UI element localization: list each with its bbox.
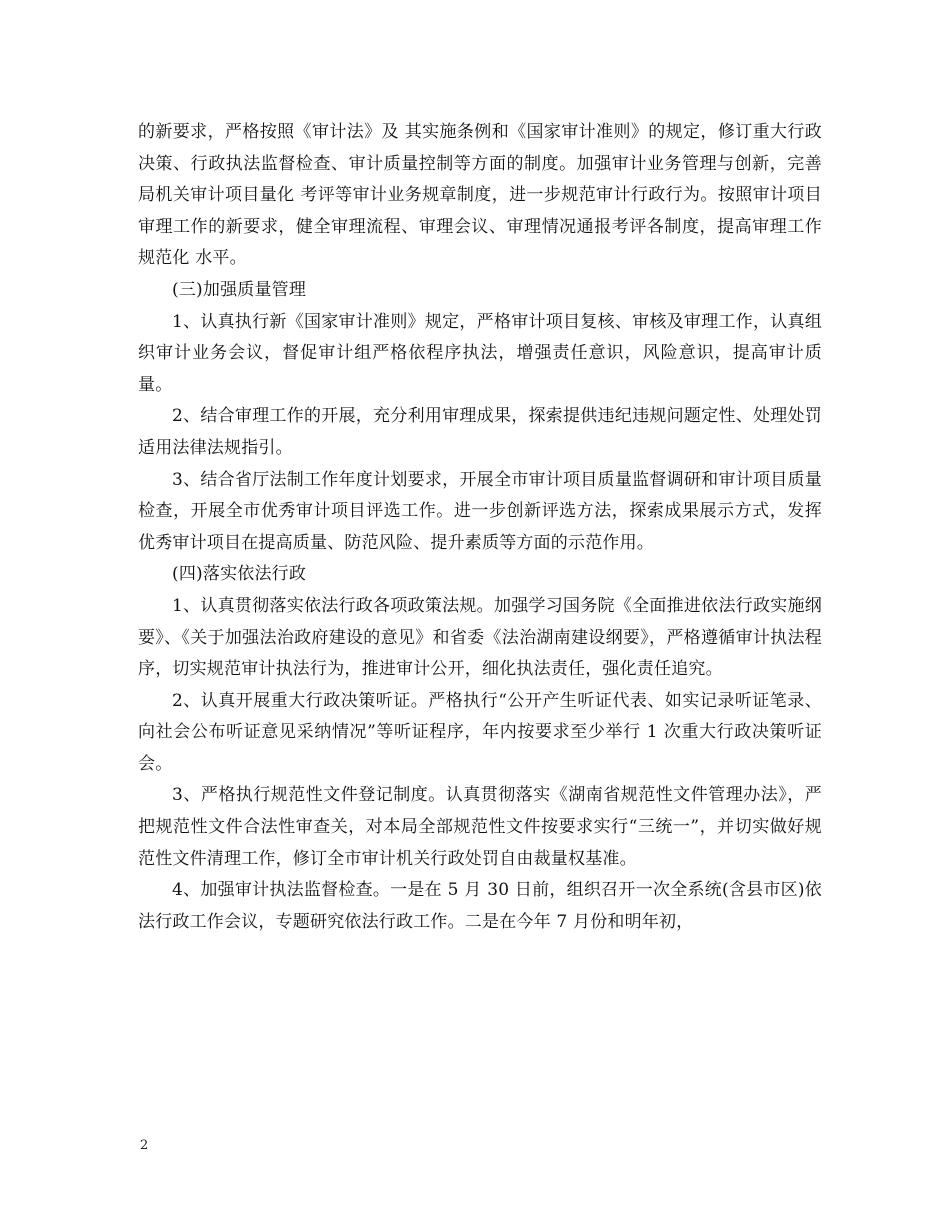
- paragraph-10: 4、加强审计执法监督检查。一是在 5 月 30 日前，组织召开一次全系统(含县市区)依法行政工作会议，专题研究依法行政工作。二是在今年 7 月份和明年初，: [138, 880, 822, 932]
- paragraph-1: 的新要求，严格按照《审计法》及 其实施条例和《国家审计准则》的规定，修订重大行政决策、行政执法监督检查、审计质量控制等方面的制度。加强审计业务管理与创新，完善局机关审计项目量化 考评等审计业务规章制度，进一步规范审计行政行为。按照审计项目审理工作的新要求，健全审理流程、审理会议、审理情况通报考评各制度，提高审理工作规范化 水平。: [138, 122, 822, 269]
- page-number: 2: [140, 1138, 149, 1153]
- paragraph-3: 1、认真执行新《国家审计准则》规定，严格审计项目复核、审核及审理工作，认真组织审计业务会议，督促审计组严格依程序执法，增强责任意识，风险意识，提高审计质量。: [138, 311, 822, 395]
- paragraph-5: 3、结合省厅法制工作年度计划要求，开展全市审计项目质量监督调研和审计项目质量检查，开展全市优秀审计项目评选工作。进一步创新评选方法，探索成果展示方式，发挥优秀审计项目在提高质量、防范风险、提升素质等方面的示范作用。: [138, 469, 822, 553]
- paragraph-4: 2、结合审理工作的开展，充分利用审理成果，探索提供违纪违规问题定性、处理处罚适用法律法规指引。: [138, 406, 822, 458]
- section-heading-quality: (三)加强质量管理: [172, 279, 307, 300]
- paragraph-9: 3、严格执行规范性文件登记制度。认真贯彻落实《湖南省规范性文件管理办法》，严把规范性文件合法性审查关，对本局全部规范性文件按要求实行“三统一”，并切实做好规范性文件清理工作，修订全市审计机关行政处罚自由裁量权基准。: [138, 785, 822, 869]
- document-body: [138, 117, 822, 938]
- paragraph-8: 2、认真开展重大行政决策听证。严格执行“公开产生听证代表、如实记录听证笔录、向社会公布听证意见采纳情况”等听证程序，年内按要求至少举行 1 次重大行政决策听证会。: [138, 690, 822, 774]
- section-heading-law: (四)落实依法行政: [172, 564, 307, 585]
- paragraph-7: 1、认真贯彻落实依法行政各项政策法规。加强学习国务院《全面推进依法行政实施纲要》、《关于加强法治政府建设的意见》和省委《法治湖南建设纲要》，严格遵循审计执法程序，切实规范审计执法行为，推进审计公开，细化执法责任，强化责任追究。: [138, 595, 822, 680]
